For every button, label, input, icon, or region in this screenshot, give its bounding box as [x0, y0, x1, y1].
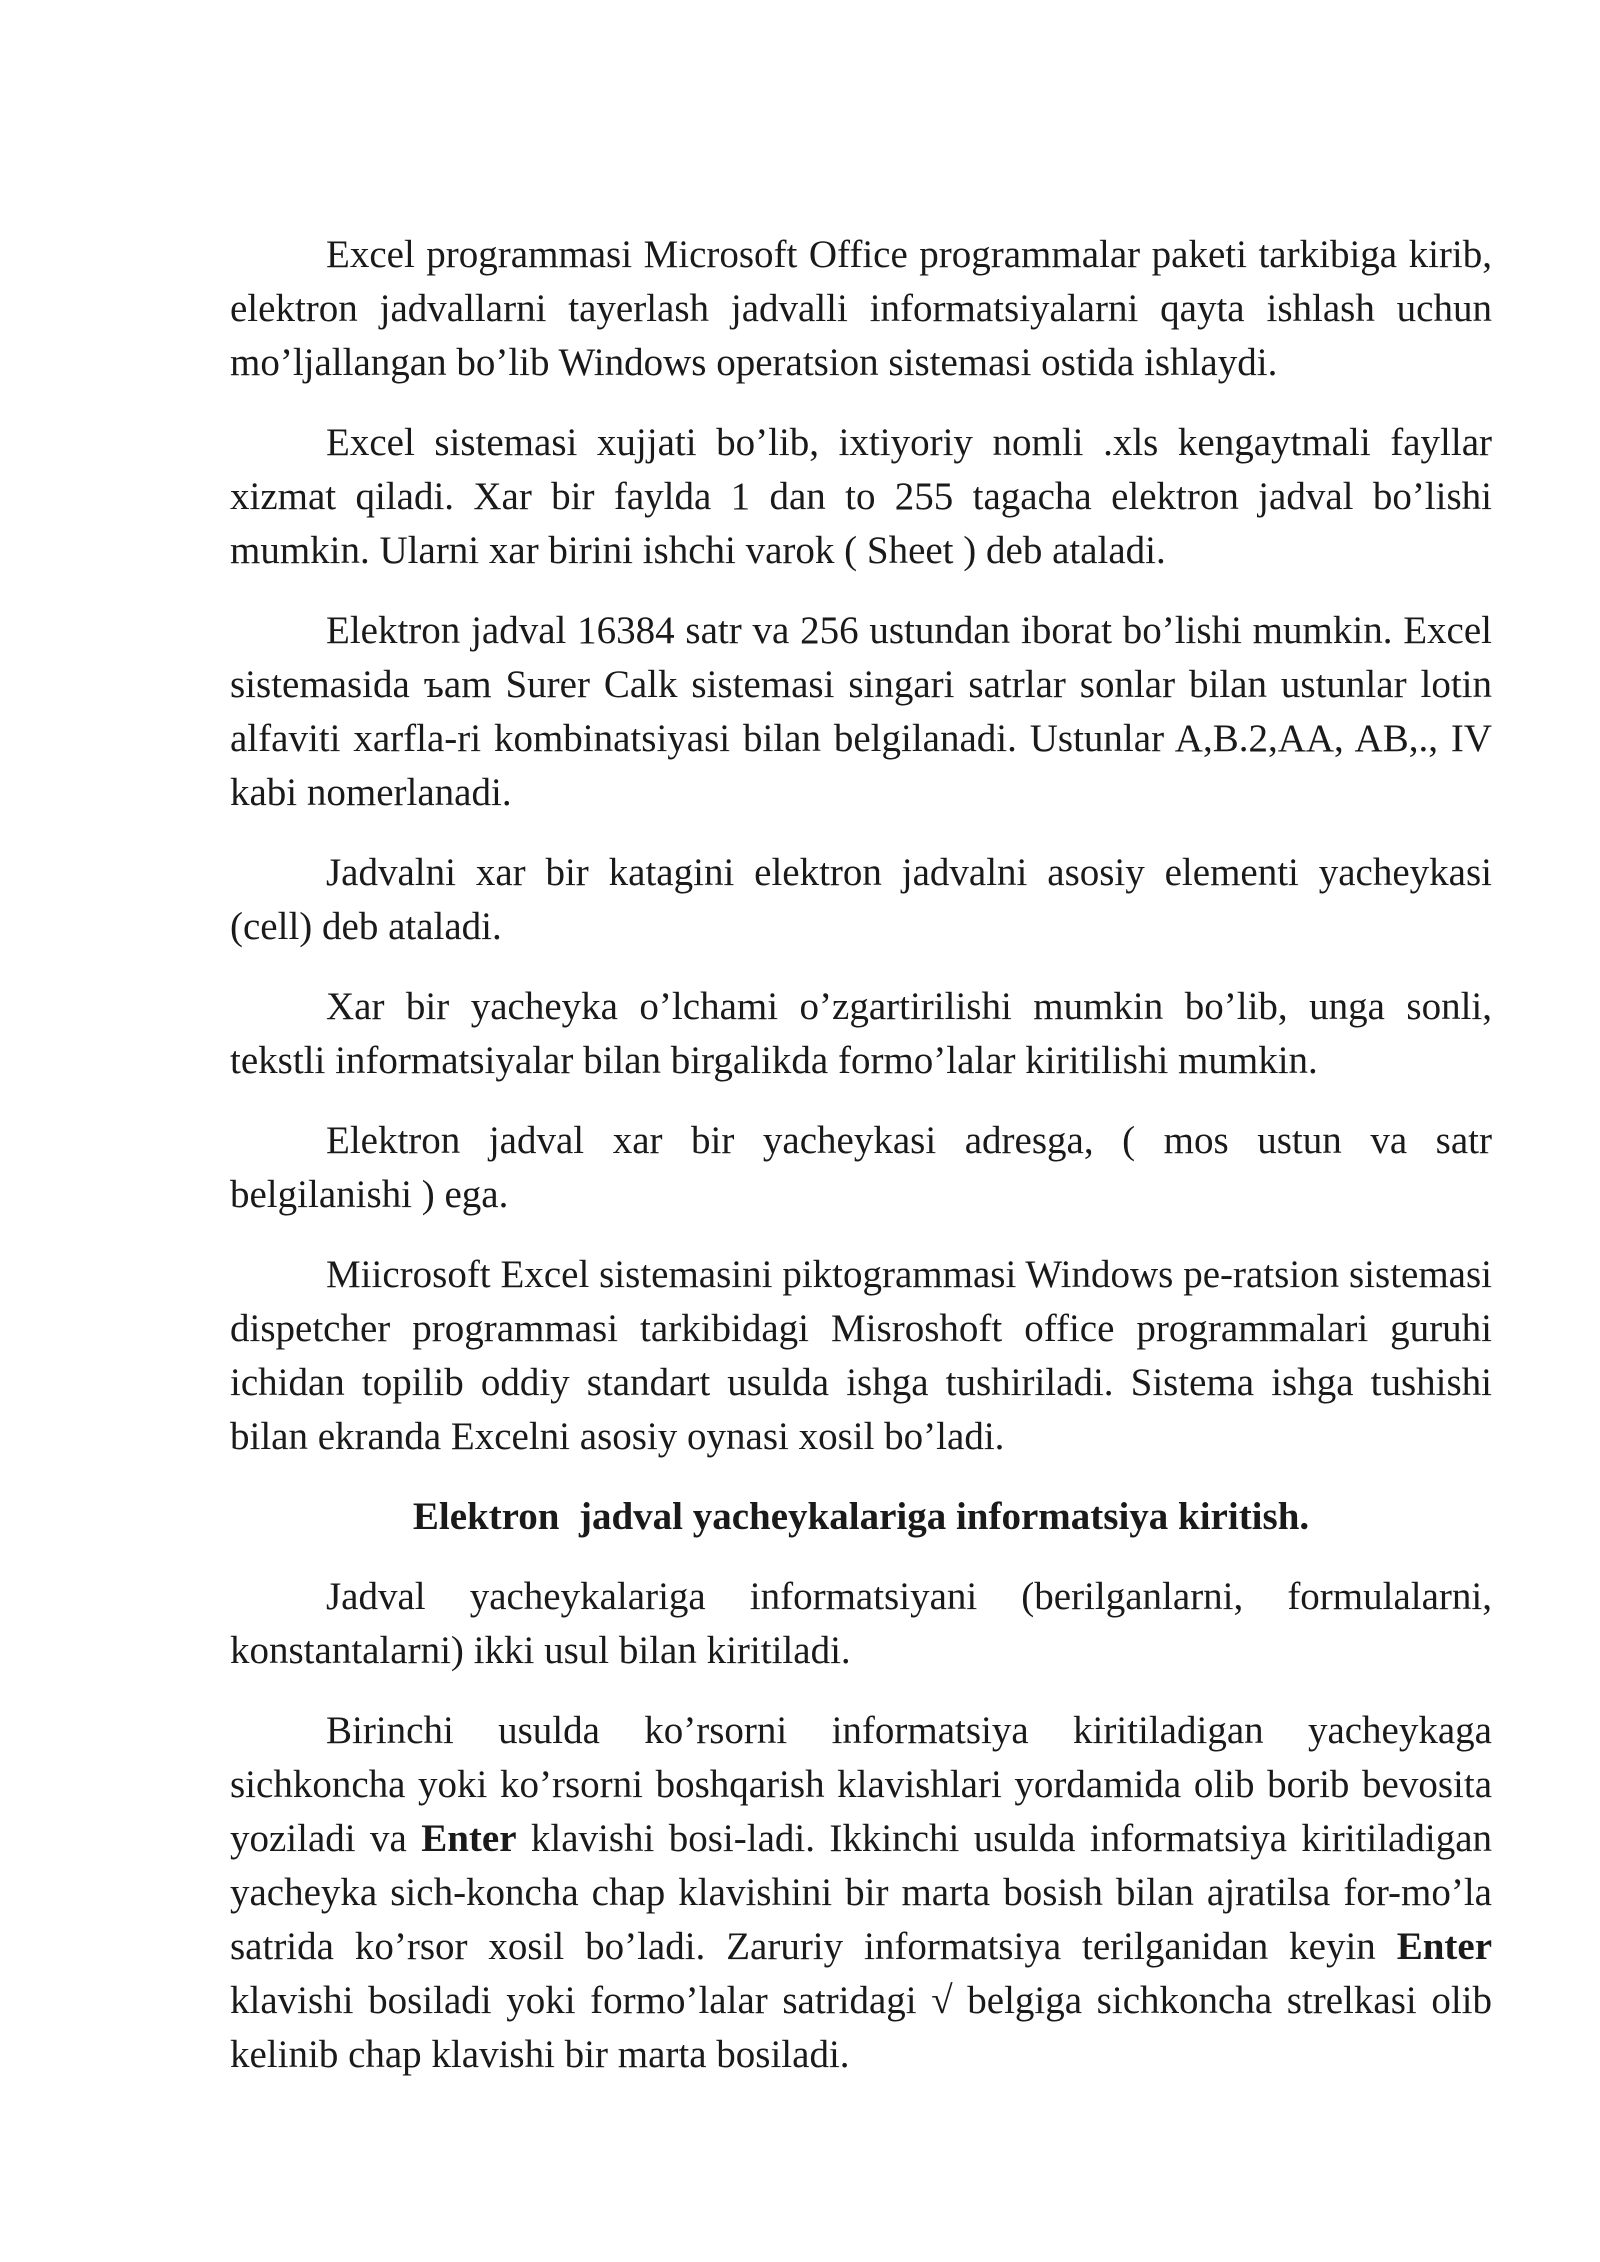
paragraph-cell-address: Elektron jadval xar bir yacheykasi adresga, ( mos ustun va satr belgilanishi ) ega. [230, 1119, 1492, 1216]
paragraph-xls-files: Excel sistemasi xujjati bo’lib, ixtiyoriy nomli .xls kengaytmali fayllar xizmat qiladi. Xar bir faylda 1 dan to 255 tagacha elektron jadval bo’lishi mumkin. Ularni xar birini ishchi varok ( Sheet ) deb ataladi. [230, 421, 1492, 572]
paragraph-text-segment: Birinchi usulda ko’rsorni informatsiya kiritiladigan yacheykaga sichkoncha yoki ko’rsorni boshqarish klavishlari yordamida olib borib bevosita yoziladi va [230, 1709, 1492, 1860]
paragraph-rows-columns: Elektron jadval 16384 satr va 256 ustundan iborat bo’lishi mumkin. Excel sistemasida ъam Surer Calk sistemasi singari satrlar sonlar bilan ustunlar lotin alfaviti xarfla-ri kombinatsiyasi bilan belgilanadi. Ustunlar A,B.2,AA, AB,., IV kabi nomerlanadi. [230, 609, 1492, 814]
paragraph-launch-excel: Miicrosoft Excel sistemasini piktogrammasi Windows pe-ratsion sistemasi dispetcher programmasi tarkibidagi Misroshoft office programmalari guruhi ichidan topilib oddiy standart usulda ishga tushiriladi. Sistema ishga tushishi bilan ekranda Excelni asosiy oynasi xosil bo’ladi. [230, 1253, 1492, 1458]
paragraph-text-segment: klavishi bosiladi yoki formo’lalar satridagi √ belgiga sichkoncha strelkasi olib kelinib chap klavishi bir marta bosiladi. [230, 1979, 1492, 2076]
paragraph-input-details [230, 1704, 1492, 2082]
enter-key-label: Enter [421, 1817, 517, 1860]
paragraph-input-methods: Jadval yacheykalariga informatsiyani (berilganlarni, formulalarni, konstantalarni) ikki usul bilan kiritiladi. [230, 1575, 1492, 1672]
paragraph-text-segment: klavishi bosi-ladi. Ikkinchi usulda informatsiya kiritiladigan yacheyka sich-koncha chap klavishini bir marta bosish bilan ajratilsa for-mo’la satrida ko’rsor xosil bo’ladi. Zaruriy informatsiya terilganidan keyin [230, 1817, 1492, 1968]
paragraph-cell: Jadvalni xar bir katagini elektron jadvalni asosiy elementi yacheykasi (cell) deb ataladi. [230, 851, 1492, 948]
paragraph-excel-intro: Excel programmasi Microsoft Office programmalar paketi tarkibiga kirib, elektron jadvallarni tayerlash jadvalli informatsiyalarni qayta ishlash uchun mo’ljallangan bo’lib Windows operatsion sistemasi ostida ishlaydi. [230, 233, 1492, 384]
document-page [230, 228, 1492, 2108]
enter-key-label: Enter [1396, 1925, 1492, 1968]
paragraph-cell-size: Xar bir yacheyka o’lchami o’zgartirilishi mumkin bo’lib, unga sonli, tekstli informatsiyalar bilan birgalikda formo’lalar kiritilishi mumkin. [230, 985, 1492, 1082]
section-heading: Elektron jadval yacheykalariga informatsiya kiritish. [412, 1495, 1310, 1538]
